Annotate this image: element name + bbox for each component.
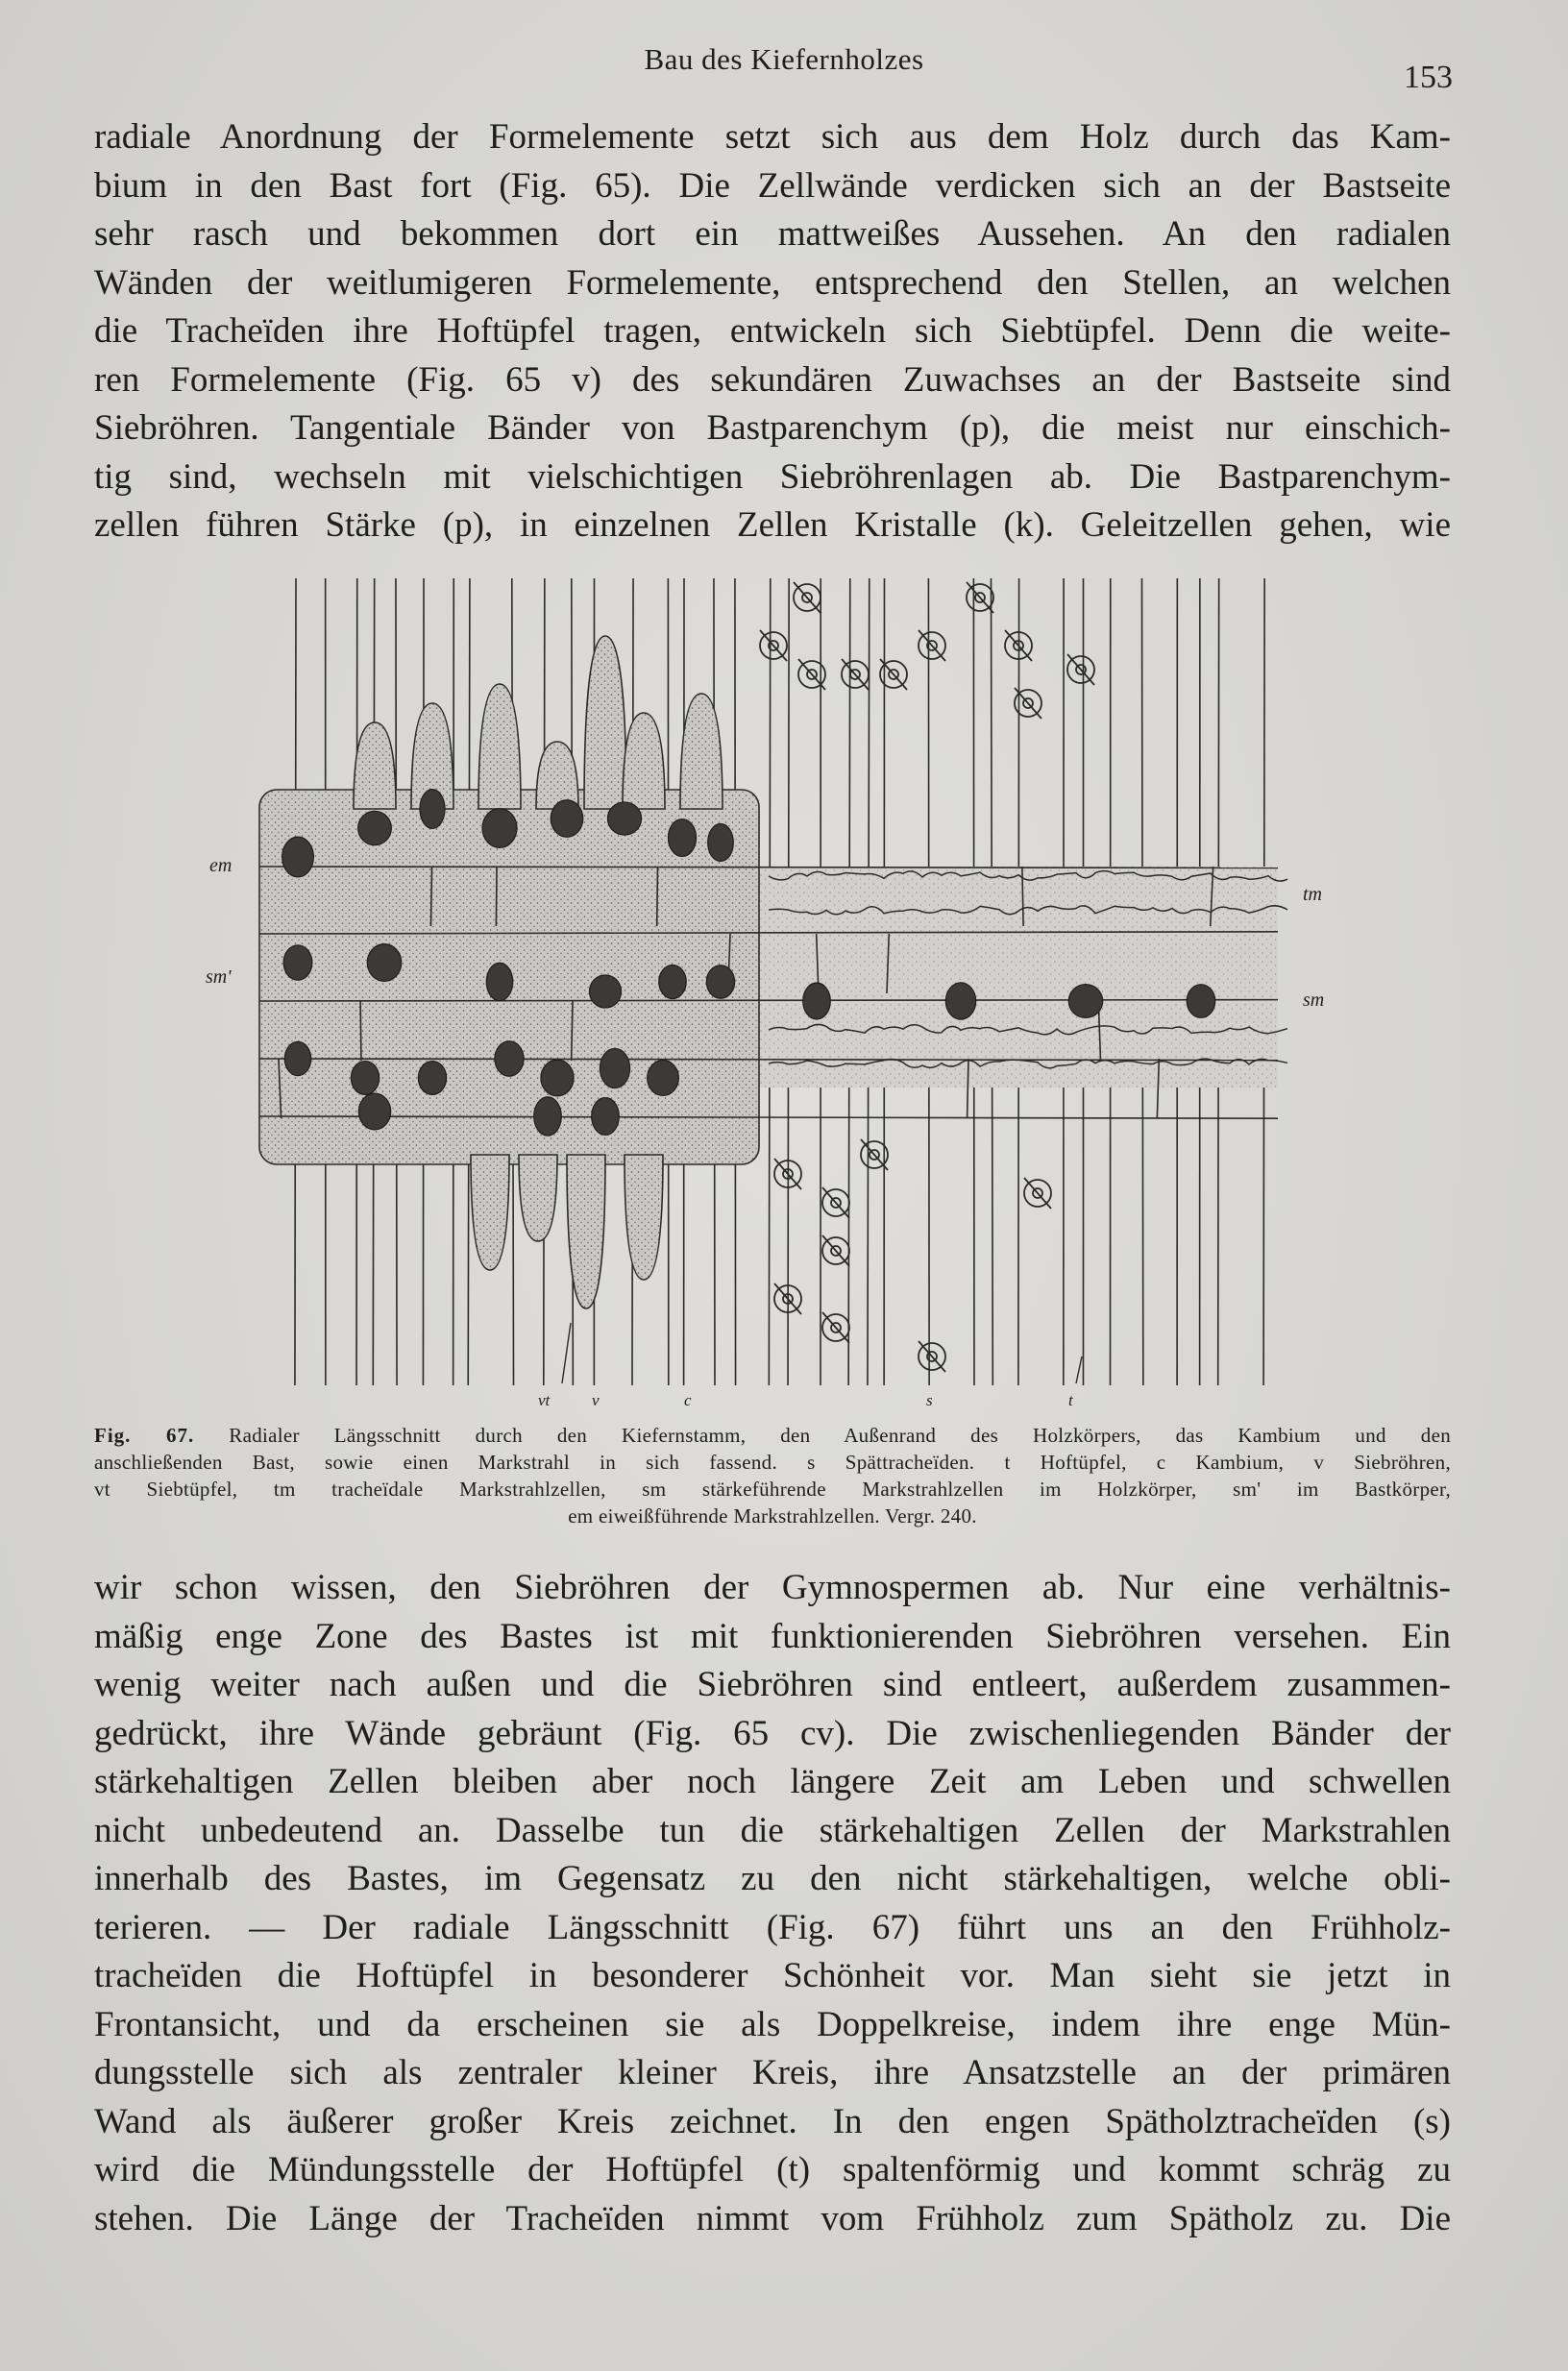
cell-nucleus <box>1068 985 1102 1018</box>
text-line: terieren. — Der radiale Längsschnitt (Fig. 67) führt uns an den Frühholz- <box>94 1907 1451 1947</box>
label-sm-prime: sm' <box>206 966 232 988</box>
text-line: Frontansicht, und da erscheinen sie als Doppelkreise, indem ihre enge Mün- <box>94 2004 1451 2044</box>
text-line: bium in den Bast fort (Fig. 65). Die Zellwände verdicken sich an der Bastseite <box>94 165 1451 206</box>
cell-nucleus <box>418 1062 446 1095</box>
cell-nucleus <box>420 790 445 829</box>
cell-nucleus <box>551 800 583 838</box>
label-t: t <box>1068 1391 1073 1409</box>
cell-nucleus <box>282 837 314 877</box>
cell-nucleus <box>534 1097 562 1136</box>
cell-nucleus <box>592 1098 620 1136</box>
elongated-cell <box>519 1155 557 1241</box>
paragraph-top <box>94 113 1451 550</box>
ray-cross-wall <box>496 867 497 926</box>
figure-number: Fig. 67. <box>94 1424 195 1447</box>
elongated-cell <box>680 694 723 809</box>
elongated-cell <box>354 722 396 809</box>
label-tm: tm <box>1303 884 1322 905</box>
cell-nucleus <box>600 1048 629 1088</box>
page-number: 153 <box>1404 60 1453 95</box>
cell-nucleus <box>607 802 641 835</box>
caption-line: em eiweißführende Markstrahlzellen. Vergr. 240. <box>568 1504 977 1528</box>
text-line: ren Formelemente (Fig. 65 v) des sekundären Zuwachses an der Bastseite sind <box>94 359 1451 400</box>
elongated-cell <box>623 713 665 809</box>
cell-nucleus <box>283 945 312 980</box>
text-line: stehen. Die Länge der Tracheïden nimmt vom Frühholz zum Spätholz zu. Die <box>94 2198 1451 2238</box>
text-line: dungsstelle sich als zentraler kleiner Kreis, ihre Ansatzstelle an der primären <box>94 2053 1451 2092</box>
label-s: s <box>926 1391 933 1409</box>
cell-nucleus <box>1187 985 1215 1018</box>
cell-nucleus <box>668 819 696 857</box>
running-head: Bau des Kiefernholzes <box>644 42 924 76</box>
text-line: wir schon wissen, den Siebröhren der Gymnospermen ab. Nur eine verhältnis- <box>94 1568 1451 1607</box>
ray-cross-wall <box>657 867 658 926</box>
text-line: stärkehaltigen Zellen bleiben aber noch längere Zeit am Leben und schwellen <box>94 1762 1451 1801</box>
cell-nucleus <box>284 1041 310 1075</box>
cell-nucleus <box>495 1041 524 1076</box>
cell-nucleus <box>482 809 517 848</box>
cell-nucleus <box>358 811 392 844</box>
text-line: die Tracheïden ihre Hoftüpfel tragen, entwickeln sich Siebtüpfel. Denn die weite- <box>94 311 1451 351</box>
cell-nucleus <box>803 983 831 1019</box>
microscopy-illustration <box>240 578 1314 1385</box>
caption-line: vt Siebtüpfel, tm tracheïdale Markstrahlzellen, sm stärkeführende Markstrahlzellen im Holzkörper, sm' im Bastkörper, <box>94 1478 1451 1501</box>
text-line: wenig weiter nach außen und die Siebröhren sind entleert, außerdem zusammen- <box>94 1665 1451 1704</box>
label-sm: sm <box>1303 990 1325 1011</box>
label-v: v <box>592 1391 600 1409</box>
text-line: tig sind, wechseln mit vielschichtigen Siebröhrenlagen ab. Die Bastparenchym- <box>94 456 1451 497</box>
cell-nucleus <box>659 966 686 999</box>
elongated-cell <box>625 1155 663 1280</box>
cell-nucleus <box>706 966 734 998</box>
caption-line-1: Fig. 67. Radialer Längsschnitt durch den Kiefernstamm, den Außenrand des Holzkörpers, das Kambium und den <box>94 1424 1451 1447</box>
text-line: gedrückt, ihre Wände gebräunt (Fig. 65 cv). Die zwischenliegenden Bänder der <box>94 1713 1451 1753</box>
cell-nucleus <box>648 1061 679 1096</box>
label-vt: vt <box>538 1391 551 1409</box>
text-line: Wand als äußerer großer Kreis zeichnet. In den engen Spätholztracheïden (s) <box>94 2101 1451 2141</box>
elongated-cell <box>471 1155 509 1270</box>
text-line: zellen führen Stärke (p), in einzelnen Zellen Kristalle (k). Geleitzellen gehen, wie <box>94 505 1451 545</box>
cell-nucleus <box>541 1060 574 1096</box>
elongated-cell <box>584 636 626 809</box>
cell-nucleus <box>708 823 734 861</box>
cell-nucleus <box>351 1062 379 1095</box>
text-line: tracheïden die Hoftüpfel in besonderer Schönheit vor. Man sieht sie jetzt in <box>94 1956 1451 1995</box>
text-line: sehr rasch und bekommen dort ein mattweißes Aussehen. An den radialen <box>94 214 1451 254</box>
text-line: radiale Anordnung der Formelemente setzt sich aus dem Holz durch das Kam- <box>94 117 1451 157</box>
figure-caption <box>94 1422 1451 1529</box>
leader-line-t <box>1076 1357 1082 1383</box>
cell-nucleus <box>945 983 975 1019</box>
text-line: wird die Mündungsstelle der Hoftüpfel (t) spaltenförmig und kommt schräg zu <box>94 2150 1451 2189</box>
ray-cross-wall <box>360 1001 361 1061</box>
label-em: em <box>209 855 233 876</box>
text-line: innerhalb des Bastes, im Gegensatz zu den nicht stärkehaltigen, welche obli- <box>94 1859 1451 1898</box>
label-c: c <box>684 1391 692 1409</box>
paragraph-bottom <box>94 1564 1451 2243</box>
cell-nucleus <box>358 1093 390 1130</box>
text-line: mäßig enge Zone des Bastes ist mit funktionierenden Siebröhren versehen. Ein <box>94 1616 1451 1656</box>
caption-line: anschließenden Bast, sowie einen Markstrahl in sich fassend. s Spättracheïden. t Hoftüpfel, c Kambium, v Siebröhren, <box>94 1451 1451 1474</box>
cell-nucleus <box>367 944 401 982</box>
ray-cross-wall <box>430 867 431 926</box>
elongated-cell <box>478 684 521 809</box>
text-line: Siebröhren. Tangentiale Bänder von Bastparenchym (p), die meist nur einschich- <box>94 408 1451 448</box>
cell-nucleus <box>589 975 621 1008</box>
text-line: Wänden der weitlumigeren Formelemente, entsprechend den Stellen, an welchen <box>94 262 1451 303</box>
figure-67-micrograph-drawing <box>206 578 1325 1409</box>
leader-line-vt <box>562 1323 571 1383</box>
cell-nucleus <box>486 963 512 1000</box>
text-line: nicht unbedeutend an. Dasselbe tun die stärkehaltigen Zellen der Markstrahlen <box>94 1810 1451 1850</box>
